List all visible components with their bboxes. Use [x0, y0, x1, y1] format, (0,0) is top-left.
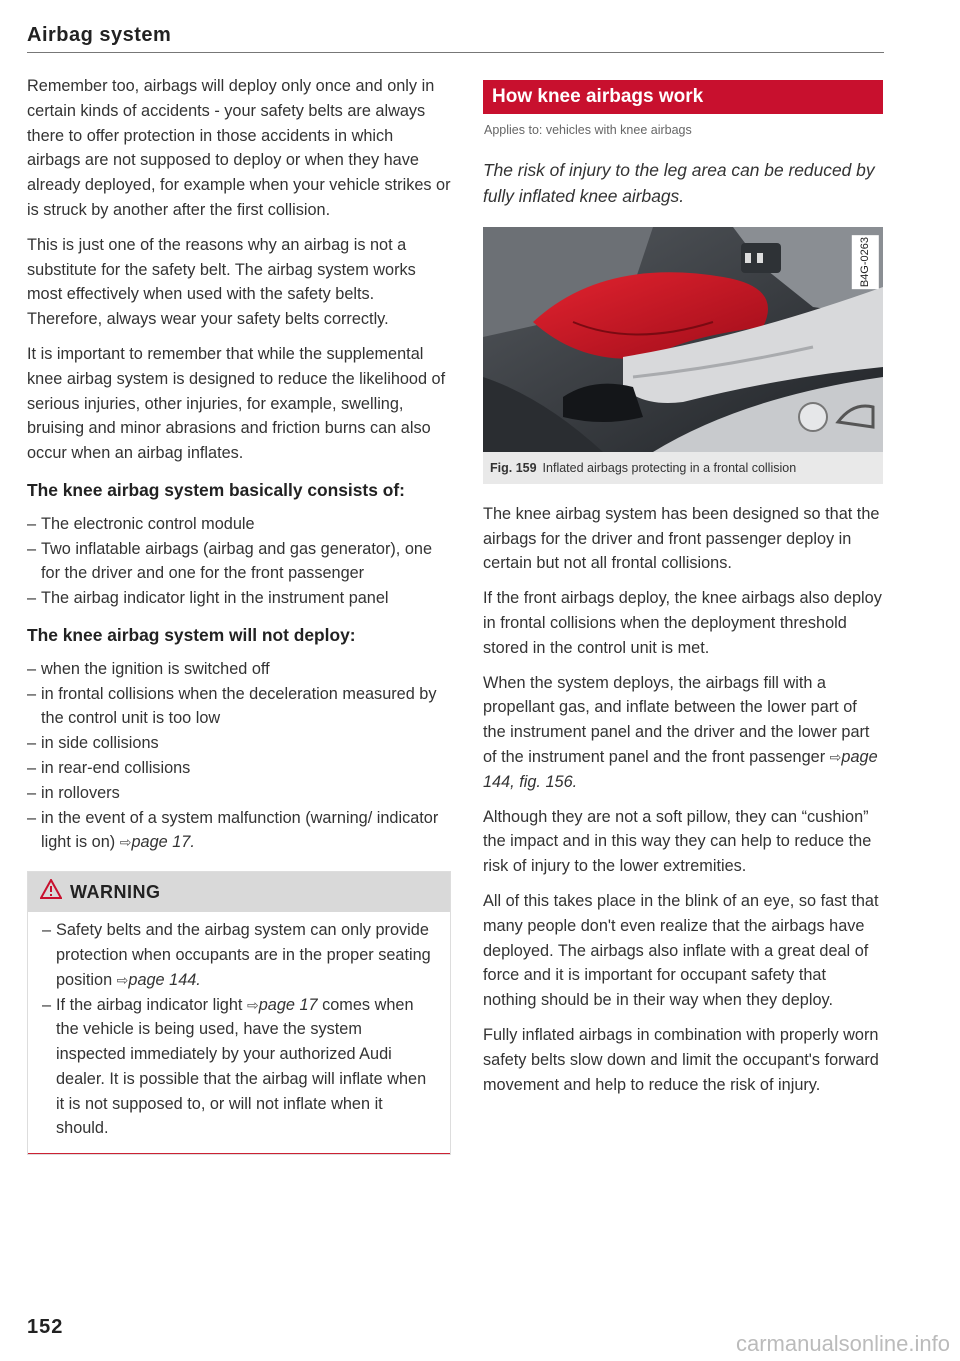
paragraph: The knee airbag system has been designed so that the airbags for the driver and front passenger deploy in certain but not all frontal collisions. [483, 504, 880, 573]
list-item-text: in the event of a system malfunction (warning/ indicator light is on) [41, 808, 439, 852]
paragraph: Although they are not a soft pillow, they can “cushion” the impact and in this way they can help to reduce the risk of injury to the lower extremities. [483, 807, 872, 876]
right-column [483, 80, 883, 1107]
list-item: – The electronic control module [27, 512, 451, 537]
knee-airbag-illustration [483, 227, 883, 452]
paragraph: It is important to remember that while the supplemental knee airbag system is designed to reduce the likelihood of serious injuries, other injuries, for example, swelling, bruising and minor abrasions and friction burns can also occur when an airbag inflates. [27, 344, 446, 463]
arrow-right-icon: ⇨ [119, 834, 132, 851]
applies-to-note: Applies to: vehicles with knee airbags [484, 123, 692, 137]
subheading-not-deploy: The knee airbag system will not deploy: [27, 624, 356, 645]
warning-body [28, 912, 450, 1154]
warning-title: WARNING [70, 881, 161, 902]
list-item: – Two inflatable airbags (airbag and gas generator), one for the driver and one for the front passenger [27, 537, 451, 587]
list-item: – in frontal collisions when the deceleration measured by the control unit is too low [27, 682, 451, 732]
warning-header [28, 872, 450, 912]
page-reference-link[interactable]: page 17. [131, 833, 195, 852]
page-reference-link[interactable]: page 144. [128, 970, 201, 989]
paragraph-text: When the system deploys, the airbags fill with a propellant gas, and inflate between the lower part of the instrument panel and the driver and the lower part of the instrument panel and the front passenger [483, 673, 870, 766]
warning-item-text: comes when the vehicle is being used, have the system inspected immediately by your authorized Audi dealer. It is possible that the airbag will inflate when it is not supposed to, or will not inflate when it should. [56, 995, 427, 1138]
list-item: – in rollovers [27, 781, 451, 806]
warning-item [42, 918, 436, 992]
arrow-right-icon: ⇨ [829, 748, 842, 765]
list-item: – The airbag indicator light in the instrument panel [27, 586, 451, 611]
warning-list [42, 918, 436, 1141]
warning-box [27, 871, 451, 1155]
paragraph: This is just one of the reasons why an airbag is not a substitute for the safety belt. The airbag system works most effectively when used with the safety belts. Therefore, always wear your safety belts correctly. [27, 235, 416, 329]
arrow-right-icon: ⇨ [116, 971, 129, 988]
list-item: – in rear-end collisions [27, 756, 451, 781]
section-header-title: Airbag system [27, 24, 172, 46]
warning-item-text: Safety belts and the airbag system can only provide protection when occupants are in the proper seating position [56, 921, 431, 989]
figure-caption-text: Inflated airbags protecting in a frontal collision [542, 460, 797, 475]
section-title-bar: How knee airbags work [483, 80, 883, 114]
list-item: – in side collisions [27, 731, 451, 756]
figure-caption [483, 452, 883, 484]
warning-item [42, 993, 436, 1142]
list-item: – when the ignition is switched off [27, 657, 451, 682]
header-divider [27, 52, 884, 53]
left-column [27, 74, 451, 1155]
paragraph: Fully inflated airbags in combination with properly worn safety belts slow down and limit the occupant's forward movement and help to reduce the risk of injury. [483, 1025, 879, 1094]
subheading-consists: The knee airbag system basically consists of: [27, 479, 405, 500]
paragraph: If the front airbags deploy, the knee airbags also deploy in frontal collisions when the deployment threshold stored in the control unit is met. [483, 589, 882, 657]
paragraph: All of this takes place in the blink of an eye, so fast that many people don't even realize that the airbags have deployed. The airbags also inflate with a great deal of force and it is important for occupant safety that nothing should be in their way when they deploy. [483, 891, 879, 1010]
watermark-text: carmanualsonline.info [735, 1331, 950, 1356]
knee-airbag-figure [483, 227, 883, 452]
figure-code-label: B4G-0263 [852, 235, 879, 289]
page-reference-link[interactable]: page 17 [258, 995, 318, 1014]
page-reference-link[interactable]: page 144, fig. 156. [483, 747, 878, 791]
paragraph: Remember too, airbags will deploy only once and only in certain kinds of accidents - your safety belts are always there to offer protection in those accidents in which airbags are not supposed to deploy or when they have already deployed, for example when your vehicle strikes or is struck by another after the first collision. [27, 77, 451, 219]
page-number: 152 [27, 1316, 64, 1338]
warning-item-text: If the airbag indicator light [56, 995, 243, 1014]
paragraph [483, 671, 883, 795]
not-deploy-list [27, 657, 451, 855]
lead-text: The risk of injury to the leg area can be reduced by fully inflated knee airbags. [483, 159, 875, 206]
arrow-right-icon: ⇨ [246, 996, 259, 1013]
warning-triangle-icon [40, 879, 62, 906]
list-item [27, 806, 451, 856]
consists-list [27, 512, 451, 611]
figure-caption-label: Fig. 159 [490, 460, 537, 475]
